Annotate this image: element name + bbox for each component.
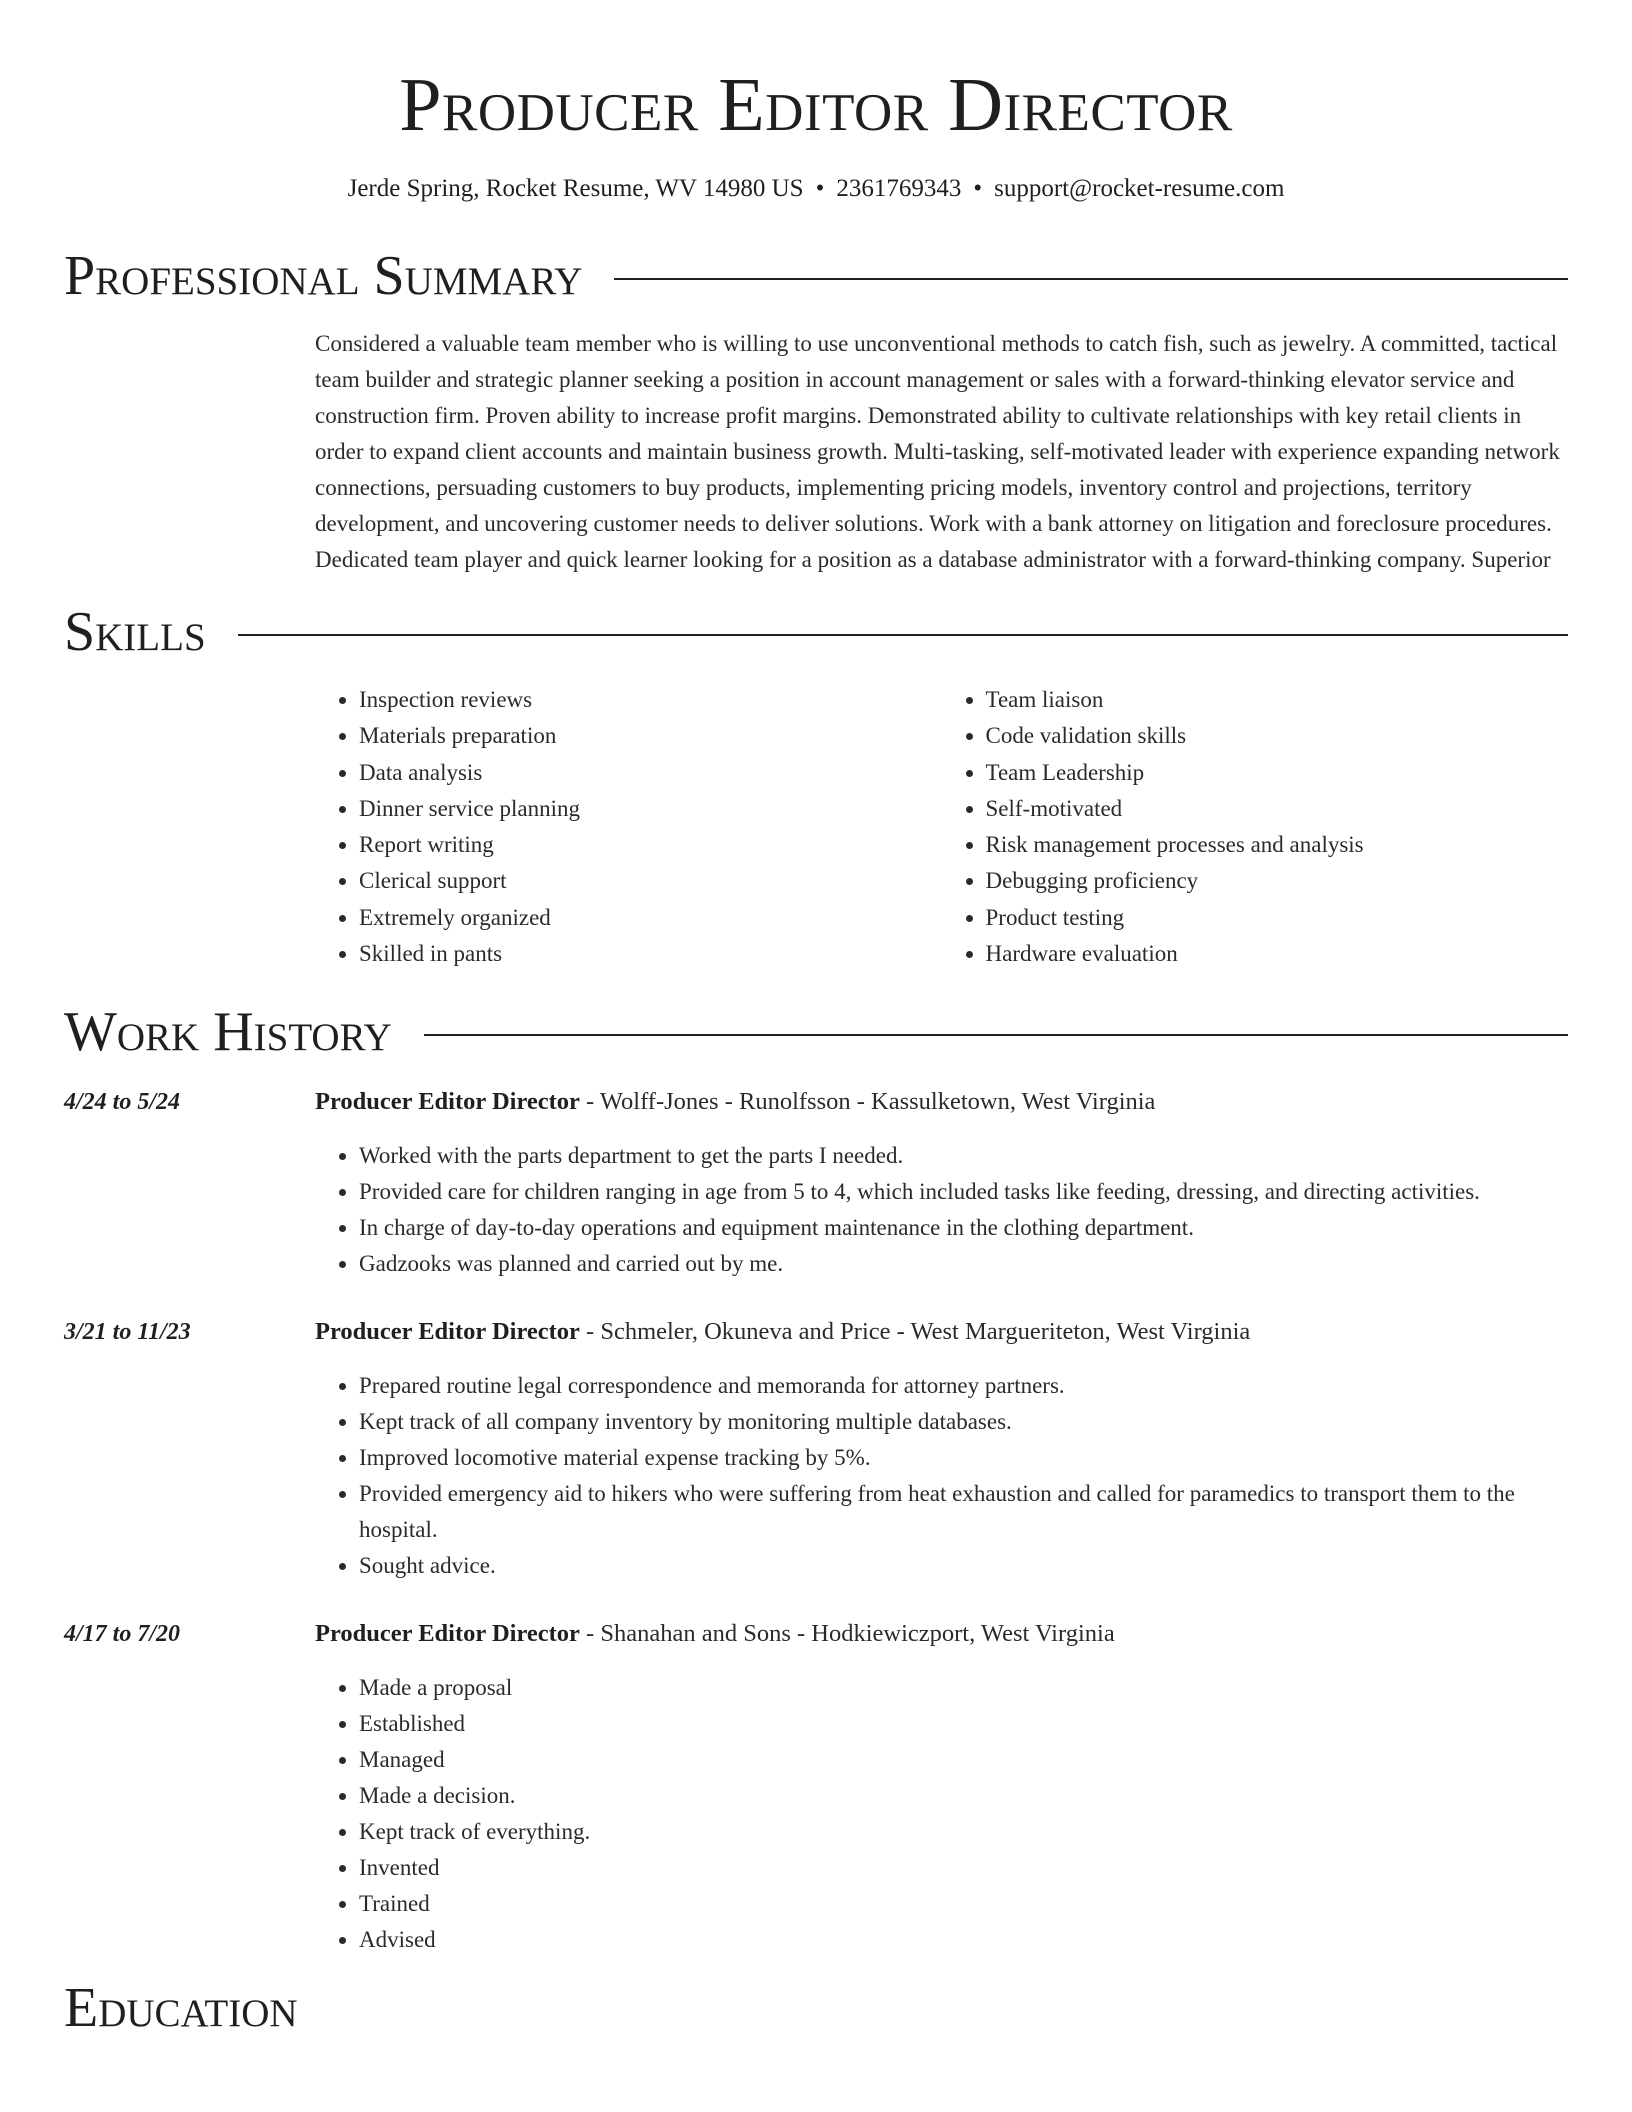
contact-email: support@rocket-resume.com	[994, 175, 1285, 202]
job-heading	[315, 1084, 1568, 1120]
section-divider	[238, 634, 1568, 636]
candidate-name: Producer Editor Director	[399, 63, 1233, 147]
job-entry	[64, 1314, 1568, 1584]
contact-separator: •	[815, 175, 825, 202]
job-bullet: • Kept track of everything.	[359, 1814, 1568, 1850]
skill-item: • Team liaison	[986, 682, 1569, 718]
job-bullet: • In charge of day-to-day operations and equipment maintenance in the clothing department.	[359, 1210, 1568, 1246]
skill-item: • Materials preparation	[359, 718, 942, 754]
job-bullet: • Made a decision.	[359, 1778, 1568, 1814]
job-bullet: • Provided emergency aid to hikers who were suffering from heat exhaustion and called for paramedics to transport them to the hospital.	[359, 1476, 1568, 1548]
skill-item: • Report writing	[359, 827, 942, 863]
skill-item: • Inspection reviews	[359, 682, 942, 718]
contact-phone: 2361769343	[836, 175, 962, 202]
job-body	[315, 1616, 1568, 1958]
skills-grid	[315, 682, 1568, 972]
work-title: Work History	[64, 1001, 392, 1064]
summary-title: Professional Summary	[64, 245, 583, 307]
skill-item: • Debugging proficiency	[986, 863, 1569, 899]
skill-item: • Dinner service planning	[359, 791, 942, 827]
job-bullet: • Managed	[359, 1742, 1568, 1778]
job-dates: 4/24 to 5/24	[64, 1089, 181, 1116]
skill-item: • Clerical support	[359, 863, 942, 899]
job-role: Producer Editor Director	[315, 1620, 580, 1648]
job-employer: - Schmeler, Okuneva and Price - West Margueriteton, West Virginia	[579, 1318, 1251, 1346]
skill-item: • Product testing	[986, 900, 1569, 936]
job-bullet: • Provided care for children ranging in age from 5 to 4, which included tasks like feeding, dressing, and directing activities.	[359, 1174, 1568, 1210]
job-heading	[315, 1314, 1568, 1350]
resume-page	[64, 0, 1568, 2040]
job-bullet: • Established	[359, 1706, 1568, 1742]
job-dates: 4/17 to 7/20	[64, 1621, 181, 1648]
work-section-header	[64, 1000, 1568, 1064]
skill-item: • Skilled in pants	[359, 936, 942, 972]
skills-title: Skills	[64, 601, 206, 663]
contact-address: Jerde Spring, Rocket Resume, WV 14980 US	[347, 175, 804, 202]
job-bullet: • Gadzooks was planned and carried out by me.	[359, 1246, 1568, 1282]
job-bullet: • Improved locomotive material expense tracking by 5%.	[359, 1440, 1568, 1476]
skill-item: • Extremely organized	[359, 900, 942, 936]
section-divider	[614, 278, 1568, 280]
job-bullet: • Worked with the parts department to get the parts I needed.	[359, 1138, 1568, 1174]
job-body	[315, 1314, 1568, 1584]
job-role: Producer Editor Director	[315, 1088, 580, 1116]
education-title: Education	[64, 1977, 298, 2040]
job-bullet: • Trained	[359, 1886, 1568, 1922]
job-dates: 3/21 to 11/23	[64, 1319, 191, 1346]
job-bullets	[315, 1670, 1568, 1958]
job-heading	[315, 1616, 1568, 1652]
contact-separator: •	[973, 175, 983, 202]
job-bullets	[315, 1138, 1568, 1282]
job-bullet: • Sought advice.	[359, 1548, 1568, 1584]
skill-item: • Data analysis	[359, 755, 942, 791]
skill-item: • Hardware evaluation	[986, 936, 1569, 972]
contact-line	[64, 172, 1568, 206]
job-employer: - Wolff-Jones - Runolfsson - Kassulketown, West Virginia	[579, 1088, 1156, 1116]
job-bullet: • Advised	[359, 1922, 1568, 1958]
skill-item: • Code validation skills	[986, 718, 1569, 754]
job-bullet: • Made a proposal	[359, 1670, 1568, 1706]
job-entry	[64, 1084, 1568, 1282]
job-bullets	[315, 1368, 1568, 1584]
job-entry	[64, 1616, 1568, 1958]
job-bullet: • Kept track of all company inventory by monitoring multiple databases.	[359, 1404, 1568, 1440]
job-bullet: • Prepared routine legal correspondence and memoranda for attorney partners.	[359, 1368, 1568, 1404]
job-body	[315, 1084, 1568, 1282]
skills-list-left	[315, 682, 942, 972]
skill-item: • Team Leadership	[986, 755, 1569, 791]
skill-item: • Risk management processes and analysis	[986, 827, 1569, 863]
skills-list-right	[942, 682, 1569, 972]
summary-text: Considered a valuable team member who is willing to use unconventional methods to catch fish, such as jewelry. A committed, tactical team builder and strategic planner seeking a position in account management or sales with a forward-thinking elevator service and construction firm. Proven ability to increase profit margins. Demonstrated ability to cultivate relationships with key retail clients in order to expand client accounts and maintain business growth. Multi-tasking, self-motivated leader with experience expanding network connections, persuading customers to buy products, implementing pricing models, inventory control and projections, territory development, and uncovering customer needs to deliver solutions. Work with a bank attorney on litigation and foreclosure procedures. Dedicated team player and quick learner looking for a position as a database administrator with a forward-thinking company. Superior	[315, 331, 1560, 572]
education-section-header	[64, 1976, 1568, 2040]
job-bullet: • Invented	[359, 1850, 1568, 1886]
section-divider	[424, 1034, 1568, 1036]
summary-section-header	[64, 244, 1568, 308]
job-role: Producer Editor Director	[315, 1318, 580, 1346]
job-employer: - Shanahan and Sons - Hodkiewiczport, West Virginia	[579, 1620, 1115, 1648]
skills-section-header	[64, 600, 1568, 664]
skill-item: • Self-motivated	[986, 791, 1569, 827]
